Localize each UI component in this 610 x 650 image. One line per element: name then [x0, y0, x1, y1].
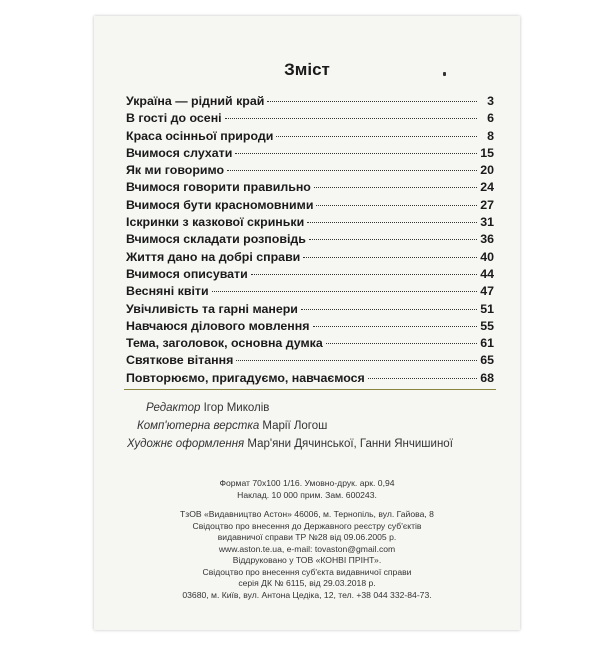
toc-dot-leader	[303, 257, 477, 258]
toc-dot-leader	[227, 170, 477, 171]
imprint-line: Свідоцтво про внесення до Державного реєстру суб'єктів	[192, 520, 422, 531]
toc-entry-title: Вчимося описувати	[126, 266, 248, 281]
toc-dot-leader	[368, 378, 477, 379]
toc-entry-title: Весняні квіти	[126, 284, 209, 299]
toc-entry-page: 15	[480, 145, 494, 160]
toc-entry	[126, 302, 494, 319]
imprint-line: видавничої справи ТР №28 від 09.06.2005 р.	[217, 532, 397, 542]
divider-rule	[124, 389, 496, 390]
toc-entry-page: 61	[480, 336, 494, 351]
toc-dot-leader	[309, 239, 477, 240]
toc-dot-leader	[316, 205, 477, 206]
credit-role: Редактор	[146, 402, 201, 414]
toc-entry	[126, 353, 494, 370]
toc-entry-page: 47	[480, 284, 494, 299]
toc-dot-leader	[225, 118, 477, 119]
credit-name: Марії Логош	[259, 420, 328, 432]
toc-entry-title: Вчимося говорити правильно	[126, 180, 311, 195]
credit-name: Мар'яни Дячинської, Ганни Янчишиної	[244, 438, 453, 450]
credit-design	[127, 438, 453, 450]
toc-entry-page: 8	[487, 128, 494, 143]
toc-dot-leader	[314, 187, 477, 188]
toc-entry-page: 36	[480, 232, 494, 247]
imprint-line: ТзОВ «Видавництво Астон» 46006, м. Тернопіль, вул. Гайова, 8	[180, 509, 434, 519]
toc-entry-title: Увічливість та гарні манери	[126, 301, 298, 316]
toc-entry-title: Краса осінньої природи	[126, 128, 274, 143]
imprint-line: Свідоцтво про внесення суб'єкта видавничої справи	[202, 566, 412, 577]
printing-speck	[443, 72, 446, 76]
toc-entry-title: Вчимося складати розповідь	[126, 232, 306, 247]
toc-entry-title: Вчимося бути красномовними	[126, 197, 314, 212]
toc-entry-page: 68	[480, 370, 494, 385]
toc-dot-leader	[301, 309, 477, 310]
toc-entry	[126, 111, 494, 128]
toc-entry	[126, 336, 494, 353]
credit-role: Комп'ютерна верстка	[137, 420, 260, 432]
imprint-line: Формат 70x100 1/16. Умовно-друк. арк. 0,94	[219, 478, 395, 488]
toc-entry	[126, 371, 494, 388]
toc-entry-page: 51	[480, 301, 494, 316]
page-title: Зміст	[284, 60, 330, 79]
imprint-line: www.aston.te.ua, e-mail: tovaston@gmail.com	[218, 543, 396, 554]
toc-entry	[126, 232, 494, 249]
toc-entry-title: Повторюємо, пригадуємо, навчаємося	[126, 370, 365, 385]
toc-entry-title: В гості до осені	[126, 111, 222, 126]
toc-entry-page: 44	[480, 266, 494, 281]
toc-entry-title: Тема, заголовок, основна думка	[126, 336, 323, 351]
credit-editor	[146, 402, 269, 414]
toc-entry-page: 24	[480, 180, 494, 195]
toc-entry	[126, 198, 494, 215]
book-page	[94, 16, 520, 630]
toc-entry	[126, 267, 494, 284]
toc-dot-leader	[251, 274, 477, 275]
toc-dot-leader	[267, 101, 477, 102]
imprint-line: Віддруковано у ТОВ «КОНВІ ПРІНТ».	[232, 555, 382, 565]
toc-entry-page: 65	[480, 353, 494, 368]
toc-entry-page: 55	[480, 318, 494, 333]
toc-entry	[126, 250, 494, 267]
toc-dot-leader	[235, 153, 477, 154]
toc-entry-page: 3	[487, 94, 494, 108]
toc-dot-leader	[276, 136, 477, 137]
toc-entry-page: 27	[480, 197, 494, 212]
credit-role: Художнє оформлення	[127, 438, 245, 450]
toc-entry-title: Життя дано на добрі справи	[126, 249, 301, 264]
toc-entry-title: Святкове вітання	[126, 353, 234, 368]
table-of-contents	[126, 94, 494, 388]
toc-dot-leader	[326, 343, 477, 344]
toc-dot-leader	[236, 360, 477, 361]
toc-dot-leader	[212, 291, 477, 292]
toc-entry	[126, 129, 494, 146]
credit-layout	[137, 420, 327, 432]
imprint-line: серія ДК № 6115, від 29.03.2018 р.	[238, 578, 376, 588]
toc-entry	[126, 163, 494, 180]
toc-dot-leader	[307, 222, 477, 223]
toc-entry-page: 40	[480, 249, 494, 264]
toc-entry-title: Вчимося слухати	[126, 145, 233, 160]
toc-entry	[126, 180, 494, 197]
toc-entry	[126, 319, 494, 336]
imprint-line: Наклад. 10 000 прим. Зам. 600243.	[237, 490, 377, 500]
toc-entry	[126, 284, 494, 301]
credit-name: Ігор Миколів	[200, 402, 270, 414]
toc-entry-title: Як ми говоримо	[126, 163, 225, 178]
toc-dot-leader	[313, 326, 478, 327]
imprint-line: 03680, м. Київ, вул. Антона Цедіка, 12, тел. +38 044 332-84-73.	[182, 589, 432, 600]
toc-entry-title: Навчаюся ділового мовлення	[126, 318, 310, 333]
toc-entry-page: 6	[487, 111, 494, 126]
toc-entry-page: 31	[480, 215, 494, 230]
toc-entry	[126, 215, 494, 232]
toc-entry-title: Іскринки з казкової скриньки	[126, 215, 305, 230]
toc-entry-page: 20	[480, 163, 494, 178]
toc-entry	[126, 94, 494, 111]
toc-entry	[126, 146, 494, 163]
toc-entry-title: Україна — рідний край	[126, 94, 265, 108]
